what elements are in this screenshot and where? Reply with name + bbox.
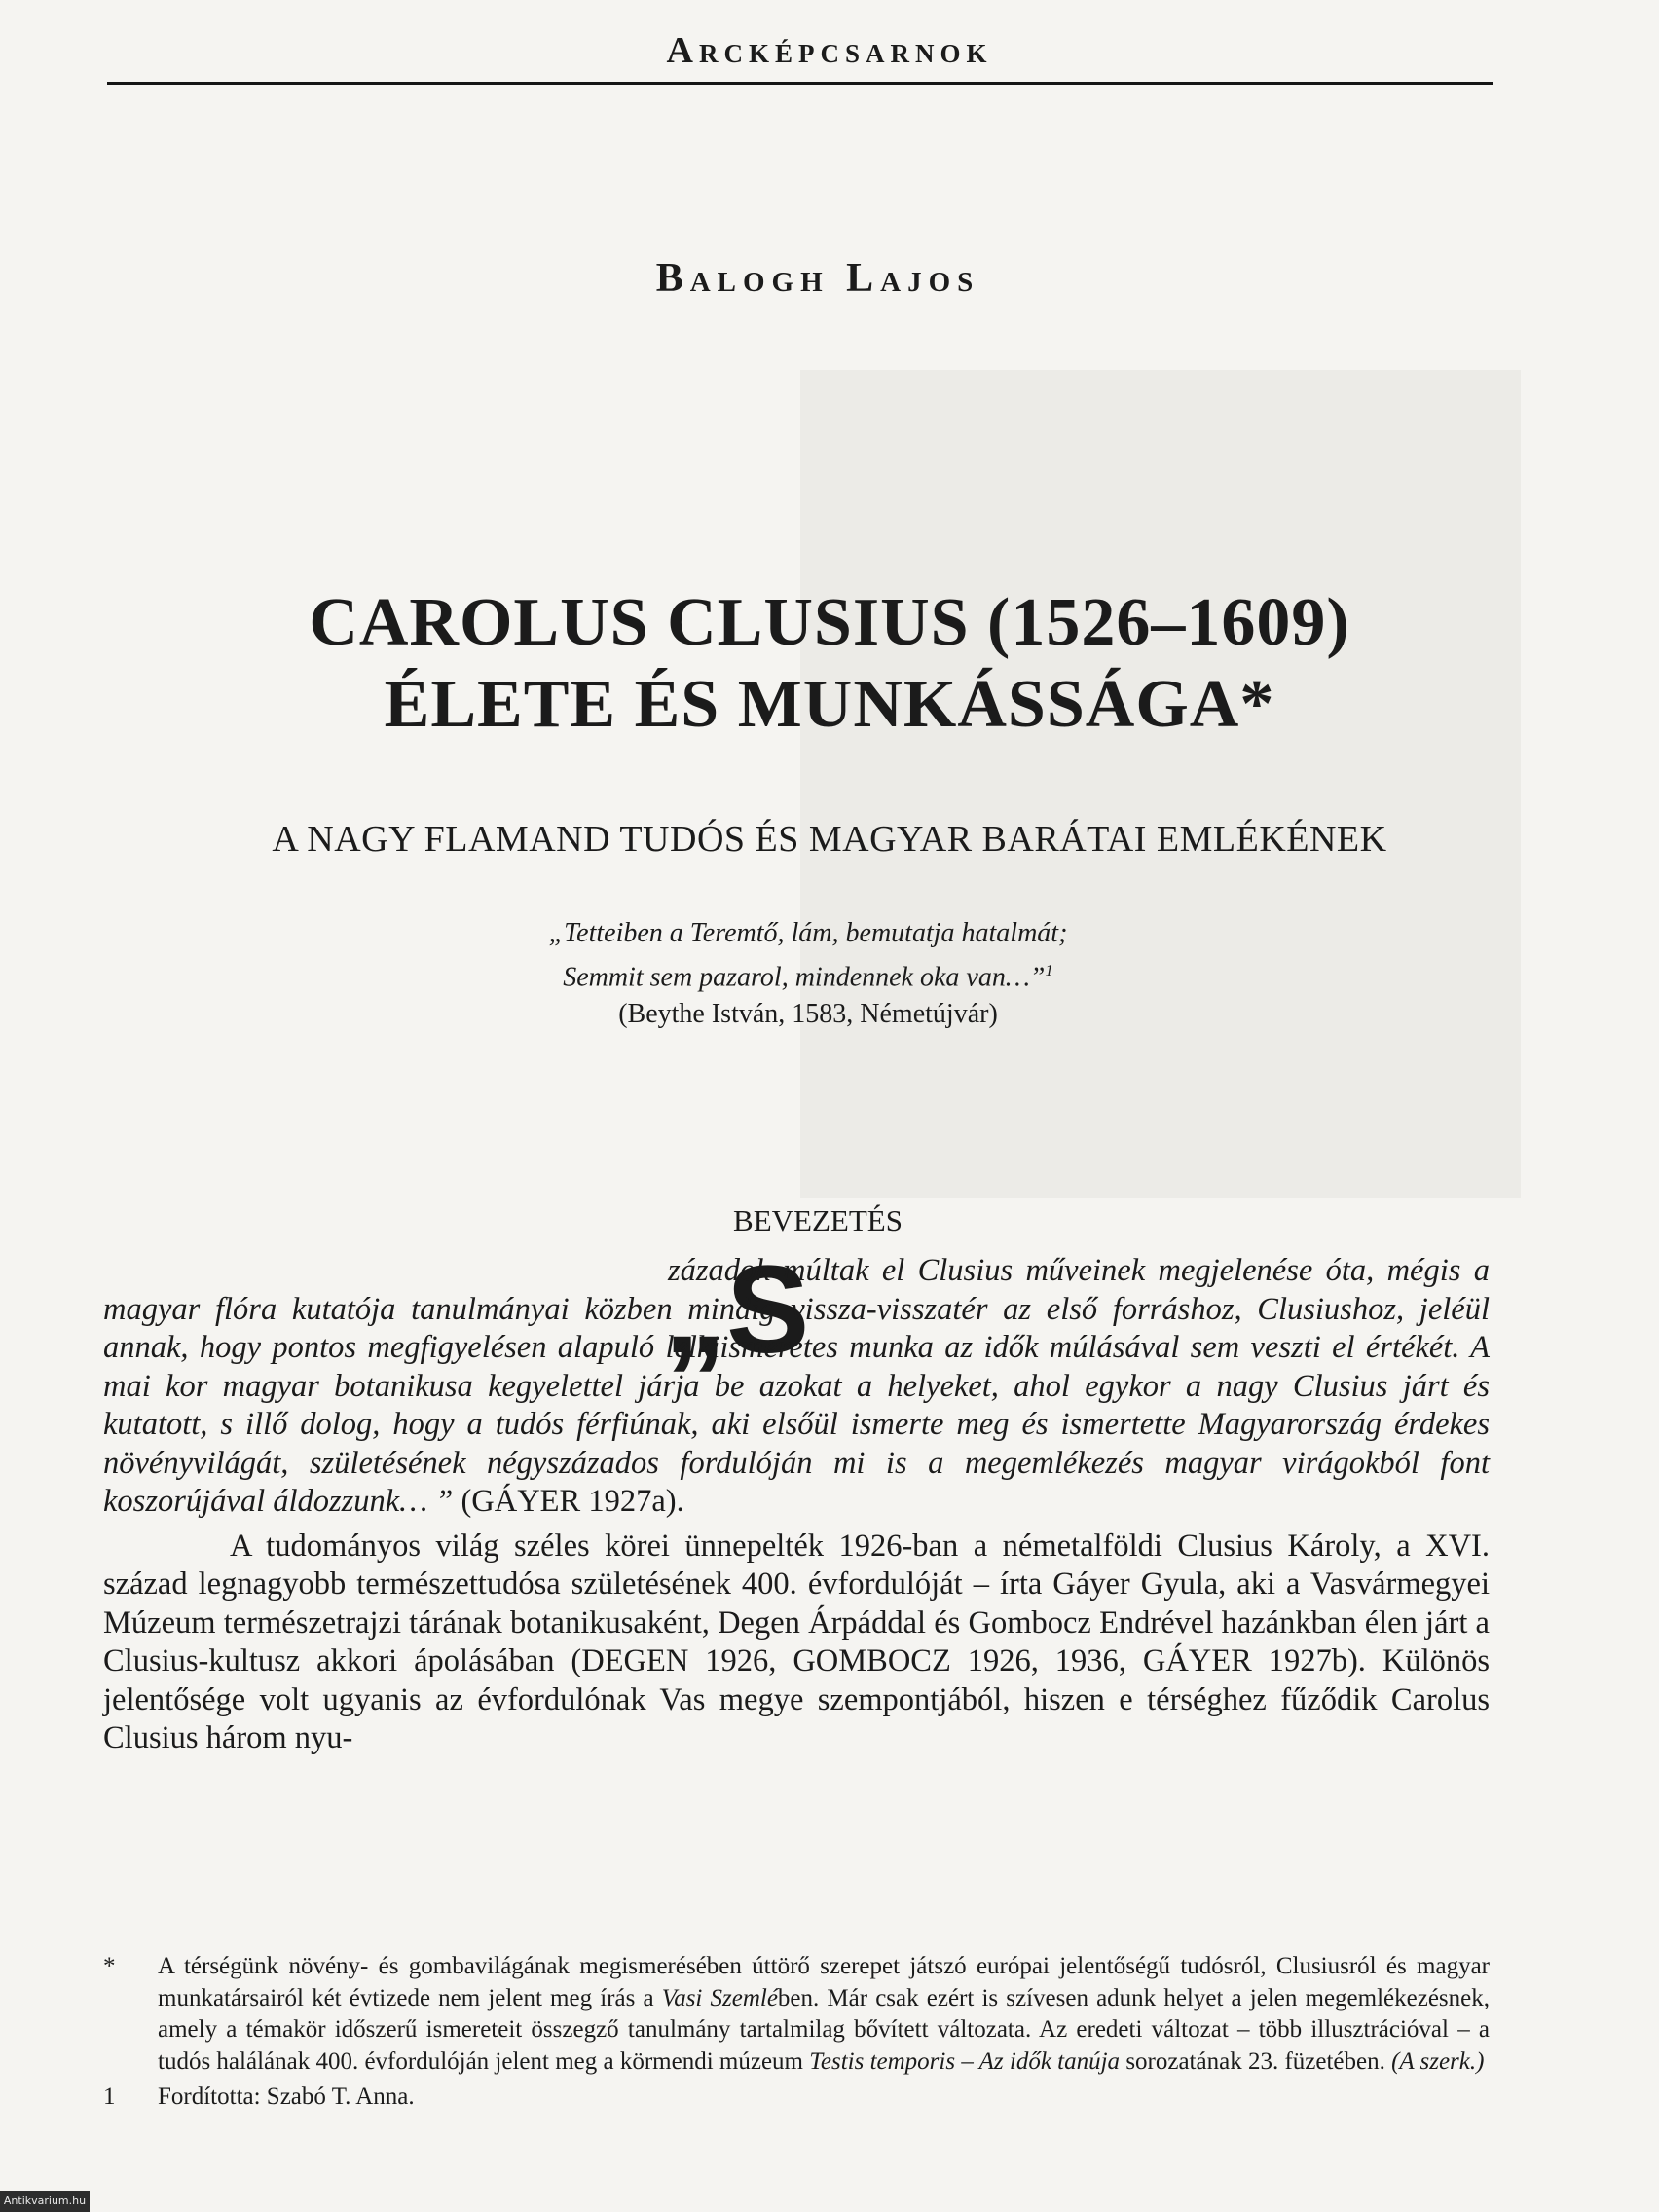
running-header: Arcképcsarnok: [666, 30, 993, 71]
article-title: [0, 582, 1659, 746]
footnote-star: [103, 1951, 1490, 2078]
footnote-1-text: Fordította: Szabó T. Anna.: [158, 2083, 415, 2110]
footnote-star-text-a: A térségünk növény- és gombavilágának megismerésében úttörő szerepet játszó európai jelentőségű tudósról, Clusiusról és magyar munkatársairól két évtizede nem jelent meg írás a: [158, 1953, 1490, 2011]
footnote-1-mark: 1: [103, 2083, 116, 2110]
opening-quote: [103, 1252, 1490, 1522]
footnote-star-series: Testis temporis – Az idők tanúja: [809, 2047, 1121, 2075]
footnote-star-mark: *: [103, 1953, 116, 1979]
watermark: Antikvarium.hu: [0, 2191, 90, 2212]
article-body: [103, 1252, 1490, 1758]
epigraph-line-2-wrap: [0, 952, 1616, 996]
section-heading: BEVEZETÉS: [733, 1203, 903, 1237]
epigraph-line-2: Semmit sem pazarol, mindennek oka van…”: [563, 962, 1046, 993]
epigraph-source: (Beythe István, 1583, Németújvár): [618, 999, 998, 1030]
article-subtitle: A NAGY FLAMAND TUDÓS ÉS MAGYAR BARÁTAI EMLÉKÉNEK: [272, 819, 1387, 860]
footnote-star-text-b: ben. Már csak ezért is szívesen adunk helyet a jelen megemlékezésnek, amely a témakör időszerű ismereteit összegző tanulmány tartalmilag bővített változata. Az eredeti változat – több illusztrációval – a tudós halálának 400. évfordulóján jelent meg a körmendi múzeum: [158, 1984, 1490, 2075]
header-rule: [107, 82, 1493, 85]
epigraph: [0, 915, 1616, 1033]
quote-text: zázadok múltak el Clusius műveinek megjelenése óta, mégis a magyar flóra kutatója tanulmányai közben mindig vissza-visszatér az első forráshoz, Clusiushoz, jeléül annak, hogy pontos megfigyelésen alapuló lelkiismeretes munka az idők múlásával sem veszti el értékét. A mai kor magyar botanikusa kegyelettel járja be azokat a helyeket, ahol egykor a nagy Clusius járt és kutatott, s illő dolog, hogy a tudós férfiúnak, aki elsőül ismerte meg és ismertette Magyarország érdekes növényvilágát, születésének négyszázados fordulóján mi is a megemlékezés magyar virágokból font koszorújával áldozzunk… ”: [103, 1253, 1490, 1519]
footnote-1: [103, 2082, 1490, 2114]
footnote-star-text-c: sorozatának 23. füzetében.: [1120, 2047, 1392, 2075]
epigraph-line-1: „Tetteiben a Teremtő, lám, bemutatja hatalmát;: [548, 918, 1068, 948]
footnote-star-editor: (A szerk.): [1391, 2047, 1485, 2075]
title-line-2: ÉLETE ÉS MUNKÁSSÁGA*: [384, 667, 1275, 742]
title-line-1: CAROLUS CLUSIUS (1526–1609): [309, 585, 1350, 660]
paragraph-2: A tudományos világ széles körei ünnepelték 1926-ban a németalföldi Clusius Károly, a XVI. század legnagyobb természettudósa születésének 400. évfordulóját – írta Gáyer Gyula, aki a Vasvármegyei Múzeum természetrajzi tárának botanikusaként, Degen Árpáddal és Gombocz Endrével hazánkban élen járt a Clusius-kultusz akkori ápolásában (DEGEN 1926, GOMBOCZ 1926, 1936, GÁYER 1927b). Különös jelentősége volt ugyanis az évfordulónak Vas megye szempontjából, hiszen e térséghez fűződik Carolus Clusius három nyu-: [103, 1528, 1490, 1755]
bleed-through-photo: [800, 370, 1521, 1198]
quote-reference: (GÁYER 1927a).: [453, 1484, 684, 1519]
author-name: Balogh Lajos: [655, 256, 980, 301]
drop-cap: „S: [664, 1240, 810, 1380]
footnote-ref-1[interactable]: 1: [1045, 961, 1053, 979]
footnote-star-journal: Vasi Szemlé: [661, 1984, 778, 2011]
footnotes: [103, 1951, 1490, 2114]
